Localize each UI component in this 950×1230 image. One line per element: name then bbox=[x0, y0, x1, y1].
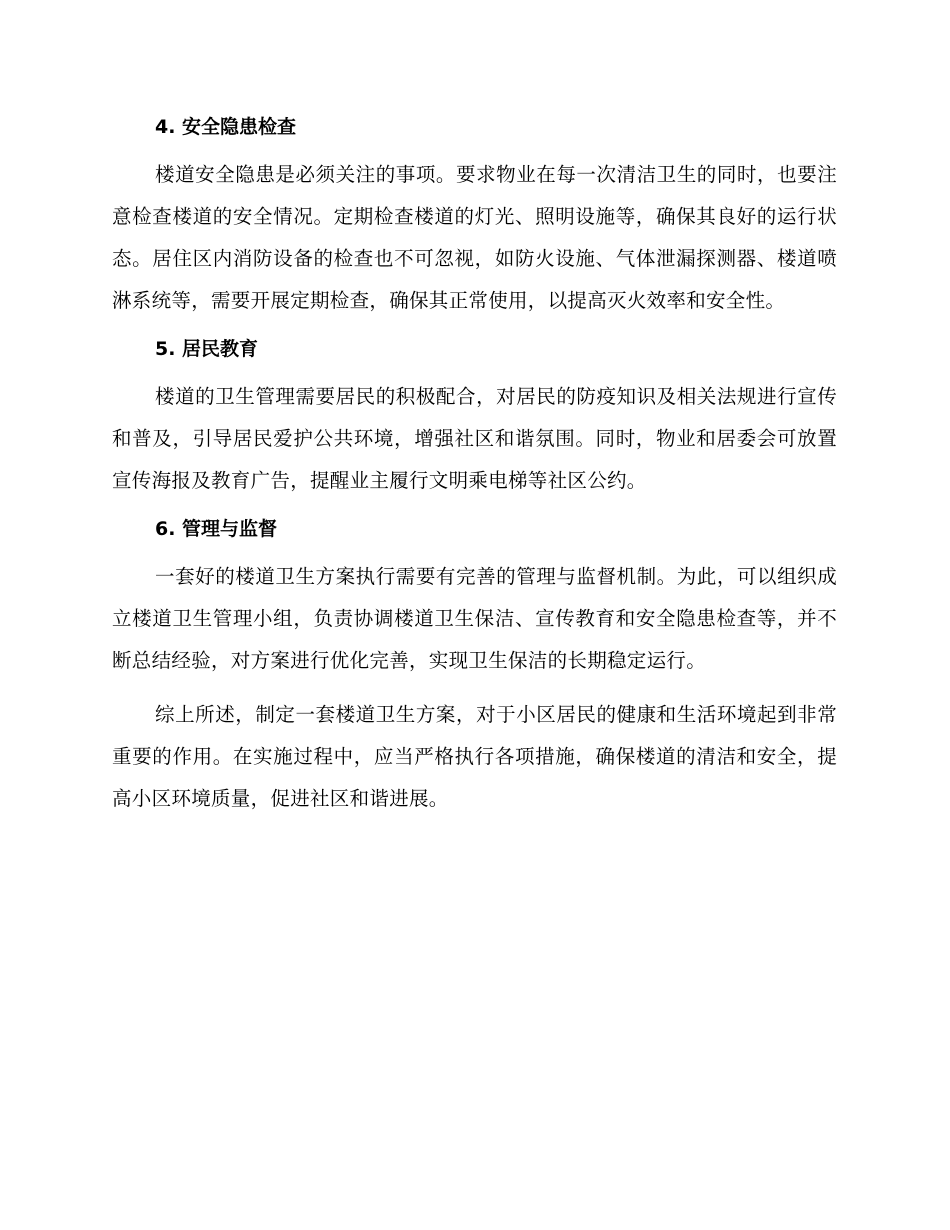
document-body bbox=[112, 112, 837, 820]
section-paragraph-resident-education: 楼道的卫生管理需要居民的积极配合，对居民的防疫知识及相关法规进行宣传和普及，引导居民爱护公共环境，增强社区和谐氛围。同时，物业和居委会可放置宣传海报及教育广告，提醒业主履行文明乘电梯等社区公约。 bbox=[112, 385, 837, 492]
conclusion-paragraph: 综上所述，制定一套楼道卫生方案，对于小区居民的健康和生活环境起到非常重要的作用。在实施过程中，应当严格执行各项措施，确保楼道的清洁和安全，提高小区环境质量，促进社区和谐进展。 bbox=[112, 703, 837, 810]
section-heading-safety-inspection: 4. 安全隐患检查 bbox=[155, 116, 297, 138]
section-heading-resident-education: 5. 居民教育 bbox=[155, 338, 259, 360]
section-paragraph-management-supervision: 一套好的楼道卫生方案执行需要有完善的管理与监督机制。为此，可以组织成立楼道卫生管理小组，负责协调楼道卫生保洁、宣传教育和安全隐患检查等，并不断总结经验，对方案进行优化完善，实现卫生保洁的长期稳定运行。 bbox=[112, 565, 837, 672]
section-paragraph-safety-inspection: 楼道安全隐患是必须关注的事项。要求物业在每一次清洁卫生的同时，也要注意检查楼道的安全情况。定期检查楼道的灯光、照明设施等，确保其良好的运行状态。居住区内消防设备的检查也不可忽视，如防火设施、气体泄漏探测器、楼道喷淋系统等，需要开展定期检查，确保其正常使用，以提高灭火效率和安全性。 bbox=[112, 163, 837, 312]
section-heading-management-supervision: 6. 管理与监督 bbox=[155, 518, 278, 540]
